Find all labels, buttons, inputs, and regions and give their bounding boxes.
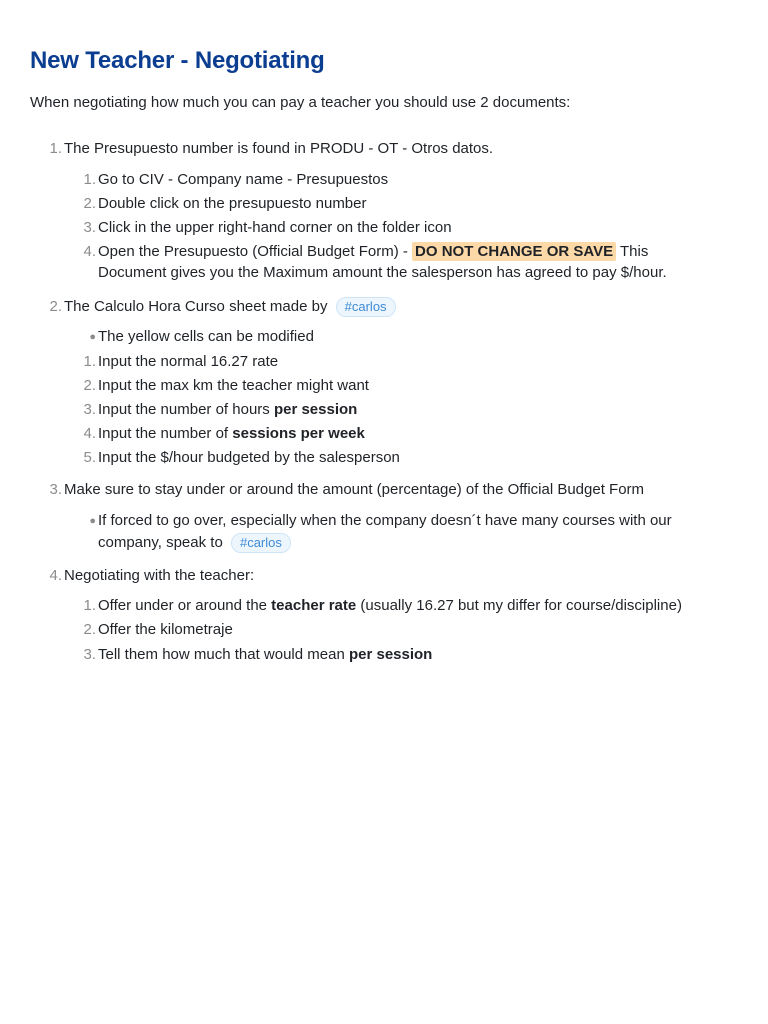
list-number: 3. [83, 401, 96, 418]
list-item [49, 480, 645, 500]
warning-highlight: DO NOT CHANGE OR SAVE [412, 242, 616, 261]
list-item-continuation [98, 533, 291, 553]
list-item-text: Double click on the presupuesto number [98, 195, 367, 212]
list-item [49, 139, 494, 159]
list-item [49, 297, 396, 317]
list-number: 2. [83, 621, 96, 638]
bold-text: per session [273, 401, 358, 418]
bold-text: teacher rate [271, 597, 357, 614]
list-item [83, 424, 365, 444]
bold-text: per session [348, 646, 433, 663]
list-item-text: Input the number of hours [98, 401, 274, 418]
bullet-icon: ● [89, 515, 96, 527]
list-item-text: Input the number of [98, 425, 233, 442]
list-number: 4. [83, 243, 96, 260]
list-number: 1. [49, 140, 62, 157]
list-item [83, 170, 389, 190]
list-number: 1. [83, 353, 96, 370]
list-item [83, 218, 452, 238]
list-item [83, 376, 369, 396]
list-item [83, 242, 649, 262]
list-item-text: Go to CIV - Company name - Presupuestos [98, 171, 389, 188]
page-title: New Teacher - Negotiating [30, 47, 325, 74]
list-item-text: This [616, 243, 649, 260]
list-item-continuation [98, 263, 667, 283]
list-item [89, 327, 314, 347]
list-item [83, 400, 358, 420]
list-item-text: Document gives you the Maximum amount the salesperson has agreed to pay $/hour. [98, 264, 667, 281]
list-item-text: (usually 16.27 but my differ for course/discipline) [356, 597, 682, 614]
list-number: 3. [83, 219, 96, 236]
list-item [83, 448, 400, 468]
list-number: 1. [83, 171, 96, 188]
list-item-text: The yellow cells can be modified [98, 328, 314, 345]
intro-text: When negotiating how much you can pay a teacher you should use 2 documents: [30, 94, 571, 111]
list-item-text: Make sure to stay under or around the amount (percentage) of the Official Budget Form [64, 481, 645, 498]
list-number: 2. [49, 298, 62, 315]
list-item-text: Offer the kilometraje [98, 621, 233, 638]
list-item-text: Input the max km the teacher might want [98, 377, 369, 394]
list-item [83, 620, 233, 640]
user-mention-carlos[interactable]: #carlos [231, 533, 291, 553]
list-item-text: The Calculo Hora Curso sheet made by [64, 298, 328, 315]
list-item-text: company, speak to [98, 534, 223, 551]
list-number: 3. [83, 646, 96, 663]
list-item [83, 645, 433, 665]
list-item-text: If forced to go over, especially when the company doesn´t have many courses with our [98, 512, 672, 529]
list-item-text: Input the normal 16.27 rate [98, 353, 279, 370]
list-number: 2. [83, 377, 96, 394]
list-item-text: Input the $/hour budgeted by the salesperson [98, 449, 400, 466]
list-number: 2. [83, 195, 96, 212]
list-item [83, 194, 367, 214]
user-mention-carlos[interactable]: #carlos [336, 297, 396, 317]
bold-text: sessions per week [232, 425, 365, 442]
list-number: 4. [49, 567, 62, 584]
list-item-text: Open the Presupuesto (Official Budget Form) - [98, 243, 413, 260]
bullet-icon: ● [89, 331, 96, 343]
list-number: 3. [49, 481, 62, 498]
list-number: 4. [83, 425, 96, 442]
list-item [83, 596, 682, 616]
list-item [89, 511, 672, 531]
list-item-text: Tell them how much that would mean [98, 646, 349, 663]
list-number: 1. [83, 597, 96, 614]
list-number: 5. [83, 449, 96, 466]
list-item [83, 352, 279, 372]
list-item-text: Offer under or around the [98, 597, 272, 614]
list-item-text: Click in the upper right-hand corner on the folder icon [98, 219, 452, 236]
list-item-text: Negotiating with the teacher: [64, 567, 255, 584]
list-item [49, 566, 255, 586]
list-item-text: The Presupuesto number is found in PRODU - OT - Otros datos. [64, 140, 494, 157]
